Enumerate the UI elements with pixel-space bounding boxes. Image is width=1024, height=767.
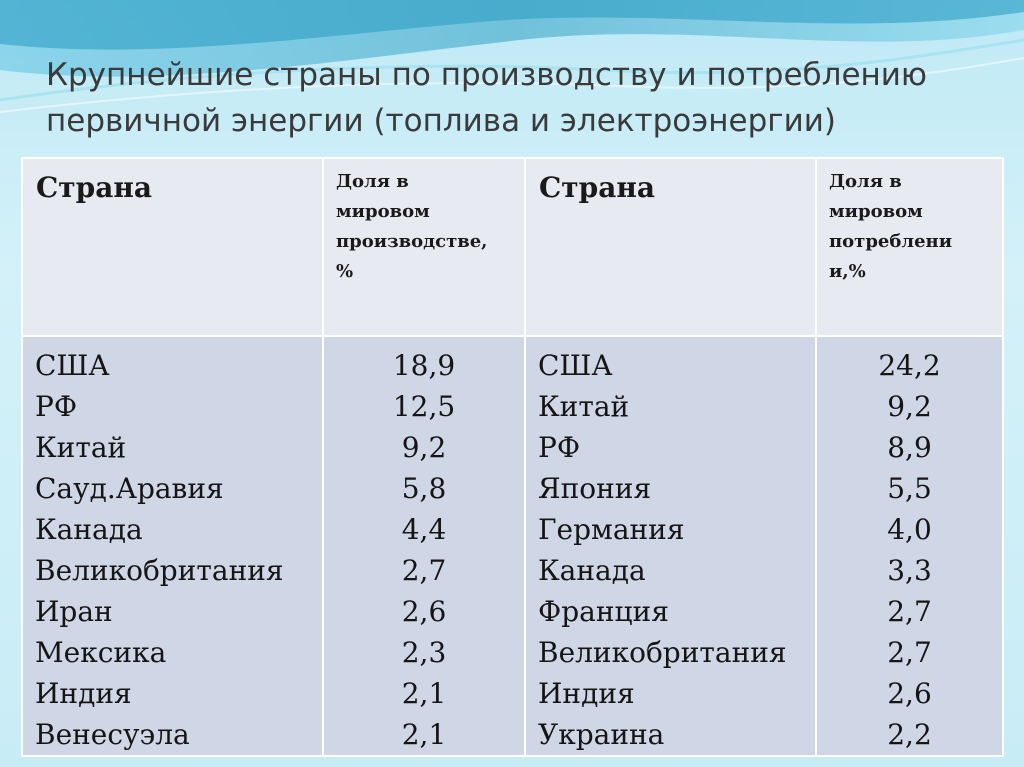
production-share-value: 2,1 [401,718,447,751]
consumption-country: РФ [538,431,581,464]
header-country-consumption: Страна [525,158,816,336]
slide-title-line-1: Крупнейшие страны по производству и потреблению [46,57,928,93]
production-country: Канада [35,513,143,546]
production-share-value: 5,8 [401,472,447,505]
consumption-country: Франция [538,595,669,628]
production-share-value: 2,1 [401,677,447,710]
slide-title-line-2: первичной энергии (топлива и электроэнергии) [46,103,836,139]
header-production-line: мировом [336,201,430,222]
header-production-line: % [336,261,354,282]
header-consumption-line: Доля в [829,171,902,192]
consumption-country: Германия [538,513,685,546]
header-production-share [323,158,525,336]
consumption-country: Индия [538,677,635,710]
header-consumption-line: мировом [829,201,923,222]
consumption-share-value: 24,2 [878,349,941,382]
header-production-line: производстве, [336,231,488,252]
production-shares-cell [323,336,525,756]
consumption-country: США [538,349,613,382]
production-country: США [35,349,110,382]
consumption-share-value: 2,7 [887,595,932,628]
consumption-country: Канада [538,554,646,587]
slide-title [46,52,1006,144]
consumption-share-value: 8,9 [887,431,932,464]
production-share-value: 2,7 [401,554,447,587]
production-share-value: 12,5 [392,390,456,423]
energy-table [21,157,1004,757]
header-consumption-line: и,% [829,261,866,282]
consumption-shares-cell [816,336,1003,756]
consumption-country: Украина [538,718,665,751]
production-share-value: 2,6 [401,595,447,628]
consumption-share-value: 9,2 [887,390,932,423]
production-country: Сауд.Аравия [35,472,224,505]
production-country: Иран [35,595,113,628]
header-consumption-line: потреблени [829,231,953,252]
production-share-value: 2,3 [401,636,447,669]
consumption-country: Япония [538,472,652,505]
header-country-production: Страна [22,158,323,336]
production-country: Мексика [35,636,167,669]
production-share-value: 18,9 [392,349,456,382]
production-countries-cell [22,336,323,756]
production-country: Китай [35,431,127,464]
consumption-country: Китай [538,390,630,423]
consumption-share-value: 3,3 [887,554,932,587]
consumption-share-value: 5,5 [887,472,932,505]
production-share-value: 9,2 [401,431,447,464]
production-country: Великобритания [35,554,284,587]
table-body-row [22,336,1003,756]
production-country: Венесуэла [35,718,190,751]
consumption-share-value: 4,0 [887,513,932,546]
consumption-share-value: 2,2 [887,718,932,751]
production-country: Индия [35,677,132,710]
production-country: РФ [35,390,78,423]
consumption-country: Великобритания [538,636,787,669]
production-share-value: 4,4 [401,513,447,546]
table-header-row [22,158,1003,336]
consumption-countries-cell [525,336,816,756]
header-consumption-share [816,158,1003,336]
consumption-share-value: 2,7 [887,636,932,669]
header-production-line: Доля в [336,171,409,192]
consumption-share-value: 2,6 [887,677,932,710]
